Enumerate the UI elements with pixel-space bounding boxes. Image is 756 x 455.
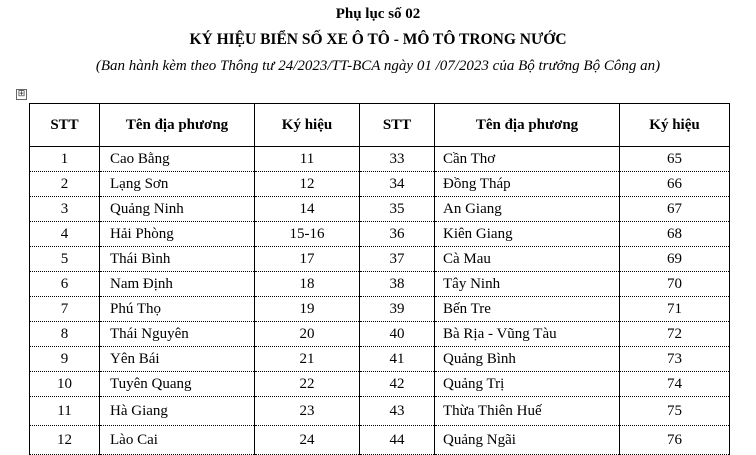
code-cell: 21: [255, 347, 360, 372]
name-cell: Thừa Thiên Huế: [435, 397, 620, 426]
name-cell: Nam Định: [100, 272, 255, 297]
code-cell: 72: [620, 322, 730, 347]
table-row: [30, 147, 730, 172]
stt-cell: 11: [30, 397, 100, 426]
stt-cell: 6: [30, 272, 100, 297]
stt-cell: 12: [30, 426, 100, 455]
table-row: [30, 347, 730, 372]
name-cell: Kiên Giang: [435, 222, 620, 247]
name-cell: Lạng Sơn: [100, 172, 255, 197]
name-cell: Tây Ninh: [435, 272, 620, 297]
name-cell: An Giang: [435, 197, 620, 222]
stt-cell: 41: [360, 347, 435, 372]
table-row: [30, 426, 730, 455]
code-cell: 23: [255, 397, 360, 426]
code-cell: 70: [620, 272, 730, 297]
stt-cell: 40: [360, 322, 435, 347]
stt-cell: 1: [30, 147, 100, 172]
header-code-right: Ký hiệu: [620, 104, 730, 147]
name-cell: Yên Bái: [100, 347, 255, 372]
stt-cell: 44: [360, 426, 435, 455]
name-cell: Hà Giang: [100, 397, 255, 426]
stt-cell: 33: [360, 147, 435, 172]
name-cell: Thái Nguyên: [100, 322, 255, 347]
document-subtitle: (Ban hành kèm theo Thông tư 24/2023/TT-BCA ngày 01 /07/2023 của Bộ trưởng Bộ Công an): [95, 58, 661, 74]
name-cell: Bến Tre: [435, 297, 620, 322]
code-cell: 67: [620, 197, 730, 222]
appendix-label: Phụ lục số 02: [335, 6, 421, 22]
stt-cell: 8: [30, 322, 100, 347]
name-cell: Cà Mau: [435, 247, 620, 272]
table-row: [30, 297, 730, 322]
stt-cell: 42: [360, 372, 435, 397]
stt-cell: 43: [360, 397, 435, 426]
stt-cell: 4: [30, 222, 100, 247]
name-cell: Thái Bình: [100, 247, 255, 272]
table-row: [30, 372, 730, 397]
table-row: [30, 172, 730, 197]
name-cell: Cao Bằng: [100, 147, 255, 172]
name-cell: Quảng Ngãi: [435, 426, 620, 455]
code-cell: 19: [255, 297, 360, 322]
header-name-left: Tên địa phương: [100, 104, 255, 147]
table-row: [30, 272, 730, 297]
document-title: KÝ HIỆU BIỂN SỐ XE Ô TÔ - MÔ TÔ TRONG NƯỚC: [189, 31, 567, 48]
stt-cell: 36: [360, 222, 435, 247]
stt-cell: 38: [360, 272, 435, 297]
name-cell: Phú Thọ: [100, 297, 255, 322]
table-move-handle-icon[interactable]: ⊞: [17, 89, 26, 99]
code-cell: 73: [620, 347, 730, 372]
stt-cell: 9: [30, 347, 100, 372]
code-cell: 71: [620, 297, 730, 322]
code-cell: 68: [620, 222, 730, 247]
code-cell: 76: [620, 426, 730, 455]
stt-cell: 37: [360, 247, 435, 272]
code-cell: 22: [255, 372, 360, 397]
header-code-left: Ký hiệu: [255, 104, 360, 147]
stt-cell: 10: [30, 372, 100, 397]
header-stt-left: STT: [30, 104, 100, 147]
code-cell: 74: [620, 372, 730, 397]
header-stt-right: STT: [360, 104, 435, 147]
code-cell: 17: [255, 247, 360, 272]
table-row: [30, 397, 730, 426]
code-cell: 14: [255, 197, 360, 222]
license-plate-table: [29, 103, 730, 455]
name-cell: Quảng Ninh: [100, 197, 255, 222]
code-cell: 69: [620, 247, 730, 272]
table-row: [30, 197, 730, 222]
name-cell: Cần Thơ: [435, 147, 620, 172]
name-cell: Lào Cai: [100, 426, 255, 455]
code-cell: 11: [255, 147, 360, 172]
code-cell: 12: [255, 172, 360, 197]
name-cell: Bà Rịa - Vũng Tàu: [435, 322, 620, 347]
table-row: [30, 322, 730, 347]
name-cell: Hải Phòng: [100, 222, 255, 247]
code-cell: 20: [255, 322, 360, 347]
stt-cell: 39: [360, 297, 435, 322]
stt-cell: 35: [360, 197, 435, 222]
name-cell: Quảng Trị: [435, 372, 620, 397]
code-cell: 75: [620, 397, 730, 426]
table-header-row: [30, 104, 730, 147]
header-name-right: Tên địa phương: [435, 104, 620, 147]
stt-cell: 5: [30, 247, 100, 272]
code-cell: 24: [255, 426, 360, 455]
stt-cell: 7: [30, 297, 100, 322]
name-cell: Quảng Bình: [435, 347, 620, 372]
stt-cell: 2: [30, 172, 100, 197]
table-row: [30, 247, 730, 272]
name-cell: Tuyên Quang: [100, 372, 255, 397]
code-cell: 65: [620, 147, 730, 172]
name-cell: Đồng Tháp: [435, 172, 620, 197]
code-cell: 66: [620, 172, 730, 197]
table-row: [30, 222, 730, 247]
code-cell: 18: [255, 272, 360, 297]
stt-cell: 3: [30, 197, 100, 222]
stt-cell: 34: [360, 172, 435, 197]
code-cell: 15-16: [255, 222, 360, 247]
